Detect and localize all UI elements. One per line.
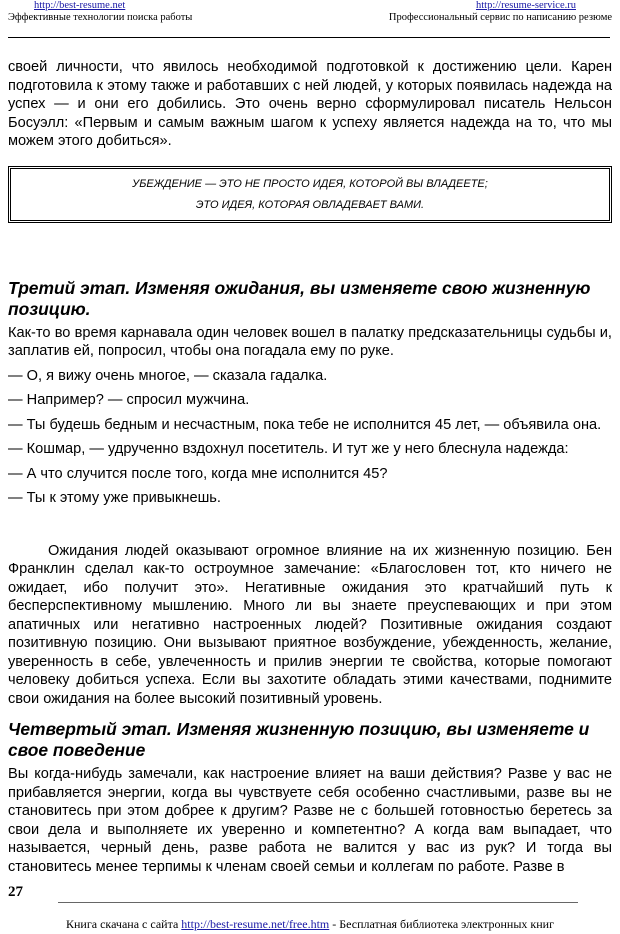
page-number: 27: [8, 884, 23, 900]
header-left-text: Эффективные технологии поиска работы: [8, 12, 193, 23]
story-intro: Как-то во время карнавала один человек вошел в палатку предсказательницы судьбы и, заплатив ей, попросил, чтобы она погадала ему по руке.: [8, 324, 612, 359]
section-3-paragraph: Ожидания людей оказывают огромное влияние на их жизненную позицию. Бен Франклин сделал как-то остроумное замечание: «Благословен тот, кто ничего не ожидает, ибо получит это». Негативные ожидания это кратчайший путь к бесперспективному мышлению. Много ли вы знаете преуспевающих и при этом апатичных или негативно настроенных людей? Позитивные ожидания создают позитивную позицию. Они вызывают приятное возбуждение, убежденность, желание, уверенность в себе, увлеченность и прилив энергии те свойства, которые помогают человеку добиться успеха. Если вы захотите обладать этими качествами, поднимите свои ожидания на более высокий позитивный уровень.: [8, 542, 612, 707]
page-content: [8, 58, 612, 876]
dialogue-line: — Например? — спросил мужчина.: [8, 392, 250, 408]
dialogue-line: — Ты будешь бедным и несчастным, пока тебе не исполнится 45 лет, — объявила она.: [8, 416, 602, 433]
header-right-text: Профессиональный сервис по написанию резюме: [388, 12, 612, 23]
header-divider: [8, 37, 610, 38]
section-3-heading: Третий этап. Изменяя ожидания, вы изменяете свою жизненную позицию.: [8, 277, 591, 319]
header-left: [8, 0, 268, 24]
section-4-paragraph: Вы когда-нибудь замечали, как настроение влияет на ваши действия? Разве у вас не прибавляется энергии, когда вы чувствуете себя особенно счастливыми, разве вы не становитесь при этом добрее к другим? Разве не с большей готовностью беретесь за свои дела и выполняете их уверенно и компетентно? А когда вам выпадает, что называется, черный день, разве работа не валится у вас из рук? И тогда вы становитесь менее терпимы к членам своей семьи и коллегам по работе. Разве в: [8, 766, 612, 875]
footer-suffix: - Бесплатная библиотека электронных книг: [329, 917, 554, 931]
quote-line-1: УБЕЖДЕНИЕ — ЭТО НЕ ПРОСТО ИДЕЯ, КОТОРОЙ ВЫ ВЛАДЕЕТЕ;: [132, 177, 488, 190]
section-4-heading: Четвертый этап. Изменяя жизненную позицию, вы изменяете и свое поведение: [8, 719, 590, 760]
footer-divider: [58, 902, 578, 903]
header-right: [352, 0, 612, 24]
intro-paragraph: своей личности, что явилось необходимой подготовкой к достижению цели. Карен подготовила к этому также и работавших с ней людей, у которых появилась надежда на успех — и они его добились. Это очень верно сформулировал писатель Нельсон Босуэлл: «Первым и самым важным шагом к успеху является надежда на то, что мы можем этого добиться».: [8, 59, 612, 149]
footer-link[interactable]: http://best-resume.net/free.htm: [181, 917, 330, 931]
dialogue-line: — Кошмар, — удрученно вздохнул посетитель. И тут же у него блеснула надежда:: [8, 441, 569, 457]
footer: [0, 917, 620, 931]
dialogue-line: — Ты к этому уже привыкнешь.: [8, 490, 221, 506]
quote-line-2: ЭТО ИДЕЯ, КОТОРАЯ ОВЛАДЕВАЕТ ВАМИ.: [195, 198, 425, 211]
quote-box: [8, 166, 612, 223]
header-left-link[interactable]: http://best-resume.net: [34, 0, 126, 11]
dialogue-line: — О, я вижу очень многое, — сказала гадалка.: [8, 367, 328, 384]
header-right-link[interactable]: http://resume-service.ru: [475, 0, 576, 11]
footer-prefix: Книга скачана с сайта: [66, 917, 182, 931]
dialogue-line: — А что случится после того, когда мне исполнится 45?: [8, 465, 388, 482]
